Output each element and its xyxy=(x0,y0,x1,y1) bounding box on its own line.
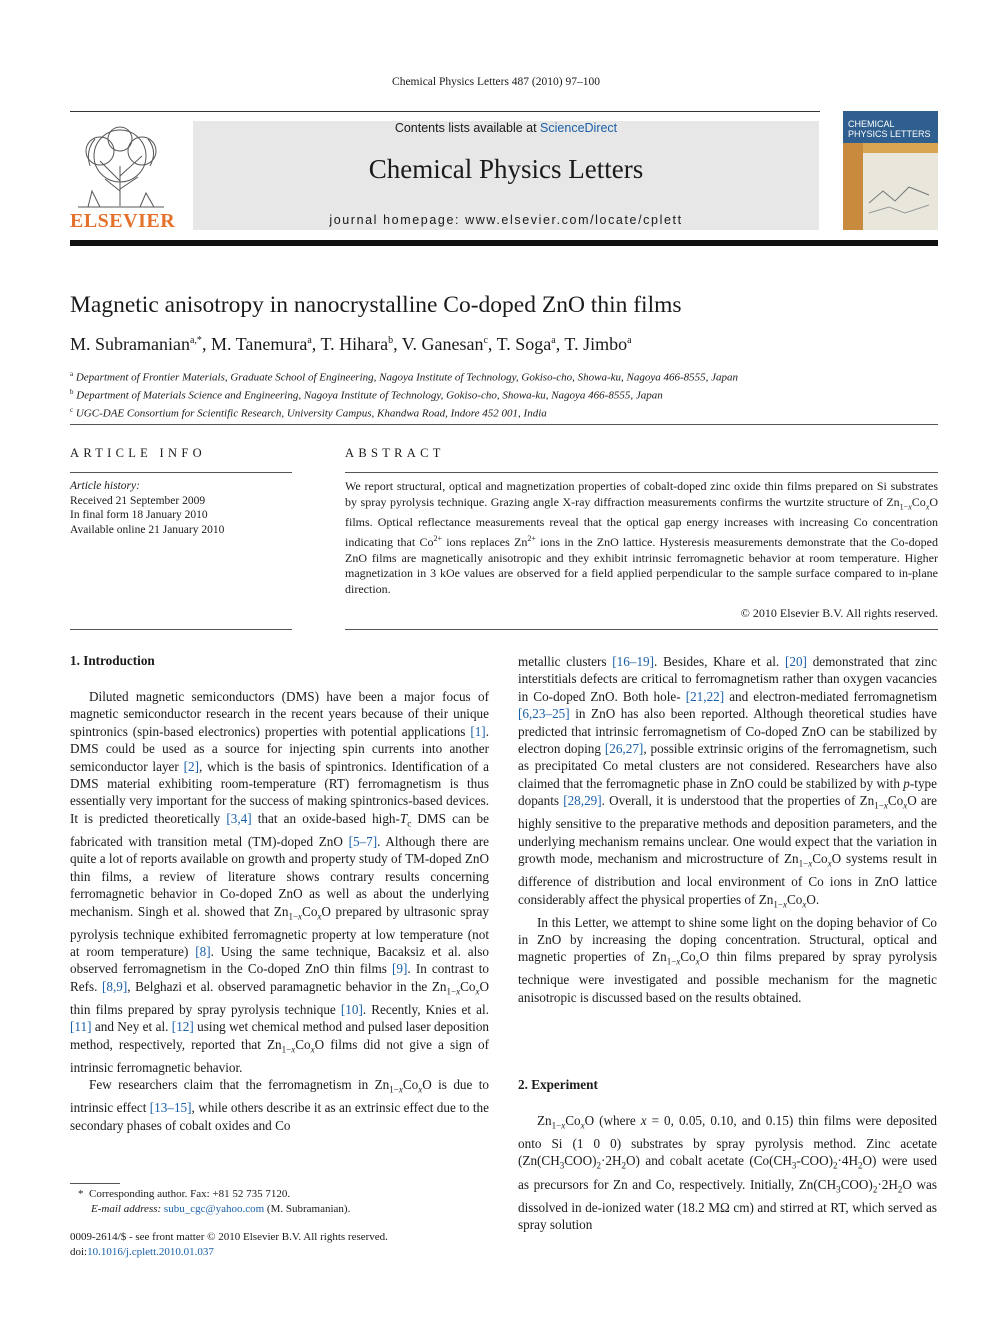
sciencedirect-link[interactable]: ScienceDirect xyxy=(540,121,618,135)
author-name: M. Tanemura xyxy=(210,334,308,354)
introduction-body xyxy=(70,688,489,1134)
abstract-heading: ABSTRACT xyxy=(345,446,445,460)
author-affil-mark: a xyxy=(307,335,312,346)
author-affil-mark: c xyxy=(483,335,488,346)
affiliations xyxy=(70,367,938,421)
doi-link[interactable]: 10.1016/j.cplett.2010.01.037 xyxy=(87,1245,214,1258)
journal-cover-image xyxy=(843,111,938,230)
email-label: E-mail address: xyxy=(91,1202,162,1215)
author-name: M. Subramanian xyxy=(70,334,190,354)
received-date: Received 21 September 2009 xyxy=(70,494,206,507)
journal-name: Chemical Physics Letters xyxy=(368,154,644,184)
corresponding-author-note: Corresponding author. Fax: +81 52 735 7120. xyxy=(89,1188,291,1200)
author-affil-mark: a xyxy=(551,335,556,346)
author-name: T. Jimbo xyxy=(564,334,628,354)
divider xyxy=(345,629,938,630)
divider xyxy=(70,424,938,425)
section-heading-experiment: 2. Experiment xyxy=(518,1077,598,1092)
paragraph: Few researchers claim that the ferromagnetism in $Zn_{1-x}Co_xO$ is due to intrinsic effect [13–15], while others describe it as an extrinsic effect due to the secondary phases of cobalt oxides and Co xyxy=(70,1077,489,1133)
abstract-copyright: © 2010 Elsevier B.V. All rights reserved. xyxy=(740,606,938,620)
author-affil-mark: a,* xyxy=(189,335,202,346)
paragraph: $Zn_{1-x}Co_xO$ (where x = 0, 0.05, 0.10, and 0.15) thin films were deposited onto Si (1 0 0) substrates by spray pyrolysis method. Zinc acetate $(Zn(CH_3COO)_2\cdot 2H_2O)$ and cobalt acetate $(Co(CH_3-COO)_2\cdot 4H_2O)$ were used as precursors for Zn and Co, respectively. Initially, $Zn(CH_3COO)_2\cdot 2H_2O$ was dissolved in de-ionized water (18.2 MΩ cm) and stirred at RT, which served as spray solution xyxy=(518,1113,938,1232)
author-list: M. Subramanian$^{a,*}$, M. Tanemura$^a$, T. Hihara$^b$, V. Ganesan$^c$, T. Soga$^a$, T. Jimbo$^a$ xyxy=(70,334,632,354)
affiliation: $^b$ Department of Materials Science and Engineering, Nagoya Institute of Technology, Gokiso-cho, Showa-ku, Nagoya 466-8555, Japan xyxy=(70,388,663,402)
online-date: Available online 21 January 2010 xyxy=(70,523,225,536)
corresponding-footnote: * Corresponding author. Fax: +81 52 735 7120. E-mail address: subu_cgc@yahoo.com (M. Subramanian). xyxy=(78,1188,351,1215)
author-affil-mark: a xyxy=(627,335,632,346)
journal-homepage[interactable]: journal homepage: www.elsevier.com/locate/cplett xyxy=(329,213,683,227)
paragraph: Diluted magnetic semiconductors (DMS) have been a major focus of magnetic semiconductor research in the recent years because of their unique spintronics (spin-based electronics) properties with potential applications [1]. DMS could be used as a source for injecting spin currents into another semiconductor layer [2], which is the basis of spintronics. Identification of a DMS material exhibiting room-temperature (RT) ferromagnetism is thus essentially very important for the success of making spintronics-based devices. It is predicted theoretically [3,4] that an oxide-based high-$T_c$ DMS can be fabricated with transition metal (TM)-doped ZnO [5–7]. Although there are quite a lot of reports available on growth and property study of TM-doped ZnO thin films, a review of literature shows contrary results concerning ferromagnetic behavior in Co-doped ZnO as well as about the underlying mechanism. Singh et al. showed that $Zn_{1-x}Co_xO$ prepared by ultrasonic spray pyrolysis technique exhibited ferromagnetic property at low temperature (not at room temperature) [8]. Using the same technique, Bacaksiz et al. also observed ferromagnetism in the Co-doped ZnO thin films [9]. In contrast to Refs. [8,9], Belghazi et al. observed paramagnetic behavior in the $Zn_{1-x}Co_xO$ thin films prepared by spray pyrolysis technique [10]. Recently, Knies et al. [11] and Ney et al. [12] using wet chemical method and pulsed laser deposition method, respectively, reported that $Zn_{1-x}Co_xO$ films did not give a sign of intrinsic ferromagnetic behavior. xyxy=(70,689,490,1075)
header-rule xyxy=(70,111,820,112)
journal-citation: Chemical Physics Letters 487 (2010) 97–100 xyxy=(392,76,600,88)
issn-line: 0009-2614/$ - see front matter © 2010 Elsevier B.V. All rights reserved. xyxy=(70,1231,388,1243)
introduction-continued xyxy=(518,653,937,1006)
article-info-heading: ARTICLE INFO xyxy=(70,446,206,460)
front-matter: 0009-2614/$ - see front matter © 2010 Elsevier B.V. All rights reserved. doi:10.1016/j.cplett.2010.01.037 xyxy=(70,1230,489,1259)
publisher-name: ELSEVIER xyxy=(70,210,176,232)
author-name: T. Soga xyxy=(496,334,552,354)
affiliation: $^c$ UGC-DAE Consortium for Scientific Research, University Campus, Khandwa Road, Indore 452 001, India xyxy=(70,406,547,420)
footnote-rule xyxy=(70,1183,120,1184)
section-heading-introduction: 1. Introduction xyxy=(70,653,155,668)
experiment-body xyxy=(518,1112,937,1233)
history-label: Article history: xyxy=(70,480,140,492)
author-email-link[interactable]: subu_cgc@yahoo.com xyxy=(163,1202,265,1215)
abstract-text: We report structural, optical and magnetization properties of cobalt-doped zinc oxide thin films prepared on Si substrates by spray pyrolysis technique. Grazing angle X-ray diffraction measurements confirms the wurtzite structure of $Zn_{1-x}Co_xO$ films. Optical reflectance measurements reveal that the optical gap energy increases with increasing Co concentration indicating that $Co^{2+}$ ions replaces $Zn^{2+}$ ions in the ZnO lattice. Hysteresis measurements demonstrate that the Co-doped ZnO films are magnetically anisotropic and they exhibit intrinsic ferromagnetic behavior at room temperature. Higher magnetization in 3 kOe values are observed for a field applied perpendicular to the sample surface compared to in-plane direction. xyxy=(345,479,938,597)
paragraph: In this Letter, we attempt to shine some light on the doping behavior of Co in ZnO by increasing the doping concentration. Structural, optical and magnetic properties of $Zn_{1-x}Co_xO$ thin films prepared by spray pyrolysis technique were investigated and possible mechanism for the magnetic anisotropic is discussed based on the results obtained. xyxy=(518,914,937,1005)
header-thick-rule xyxy=(70,240,938,246)
cover-graphic xyxy=(843,143,938,230)
affiliation: $^a$ Department of Frontier Materials, Graduate School of Engineering, Nagoya Institute of Technology, Gokiso-cho, Showa-ku, Nagoya 466-8555, Japan xyxy=(70,370,739,384)
paragraph: metallic clusters [16–19]. Besides, Khare et al. [20] demonstrated that zinc interstitials defects are critical to ferromagnetism rather than oxygen vacancies in Co-doped ZnO. Both hole- [21,22] and electron-mediated ferromagnetism [6,23–25] in ZnO has also been reported. Although theoretical studies have predicted that intrinsic ferromagnetism of Co-doped ZnO can be stabilized by electron doping [26,27], possible extrinsic origins of the ferromagnetism, such as precipitated Co metal clusters are not considered. Researchers have also claimed that the ferromagnetic phase in ZnO could be stabilized by with p-type dopants [28,29]. Overall, it is understood that the properties of $Zn_{1-x}Co_xO$ are highly sensitive to the preparative methods and deposition parameters, and the underlying mechanism remains unclear. One would expect that the variation in growth mode, mechanism and microstructure of $Zn_{1-x}Co_xO$ systems result in difference of distribution and local environment of Co ions in ZnO lattice considerably affect the physical properties of $Zn_{1-x}Co_xO$. xyxy=(518,654,937,910)
author-name: V. Ganesan xyxy=(401,334,484,354)
divider xyxy=(70,472,292,473)
author-name: T. Hihara xyxy=(320,334,389,354)
divider xyxy=(345,472,938,473)
cover-title: CHEMICAL PHYSICS LETTERS xyxy=(848,119,931,139)
article-history xyxy=(70,479,292,537)
author-affil-mark: b xyxy=(388,335,394,346)
contents-line xyxy=(193,121,819,135)
divider xyxy=(70,629,292,630)
paper-title: Magnetic anisotropy in nanocrystalline Co-doped ZnO thin films xyxy=(70,292,682,318)
contents-prefix: Contents lists available at xyxy=(394,121,541,135)
final-form-date: In final form 18 January 2010 xyxy=(70,509,208,522)
